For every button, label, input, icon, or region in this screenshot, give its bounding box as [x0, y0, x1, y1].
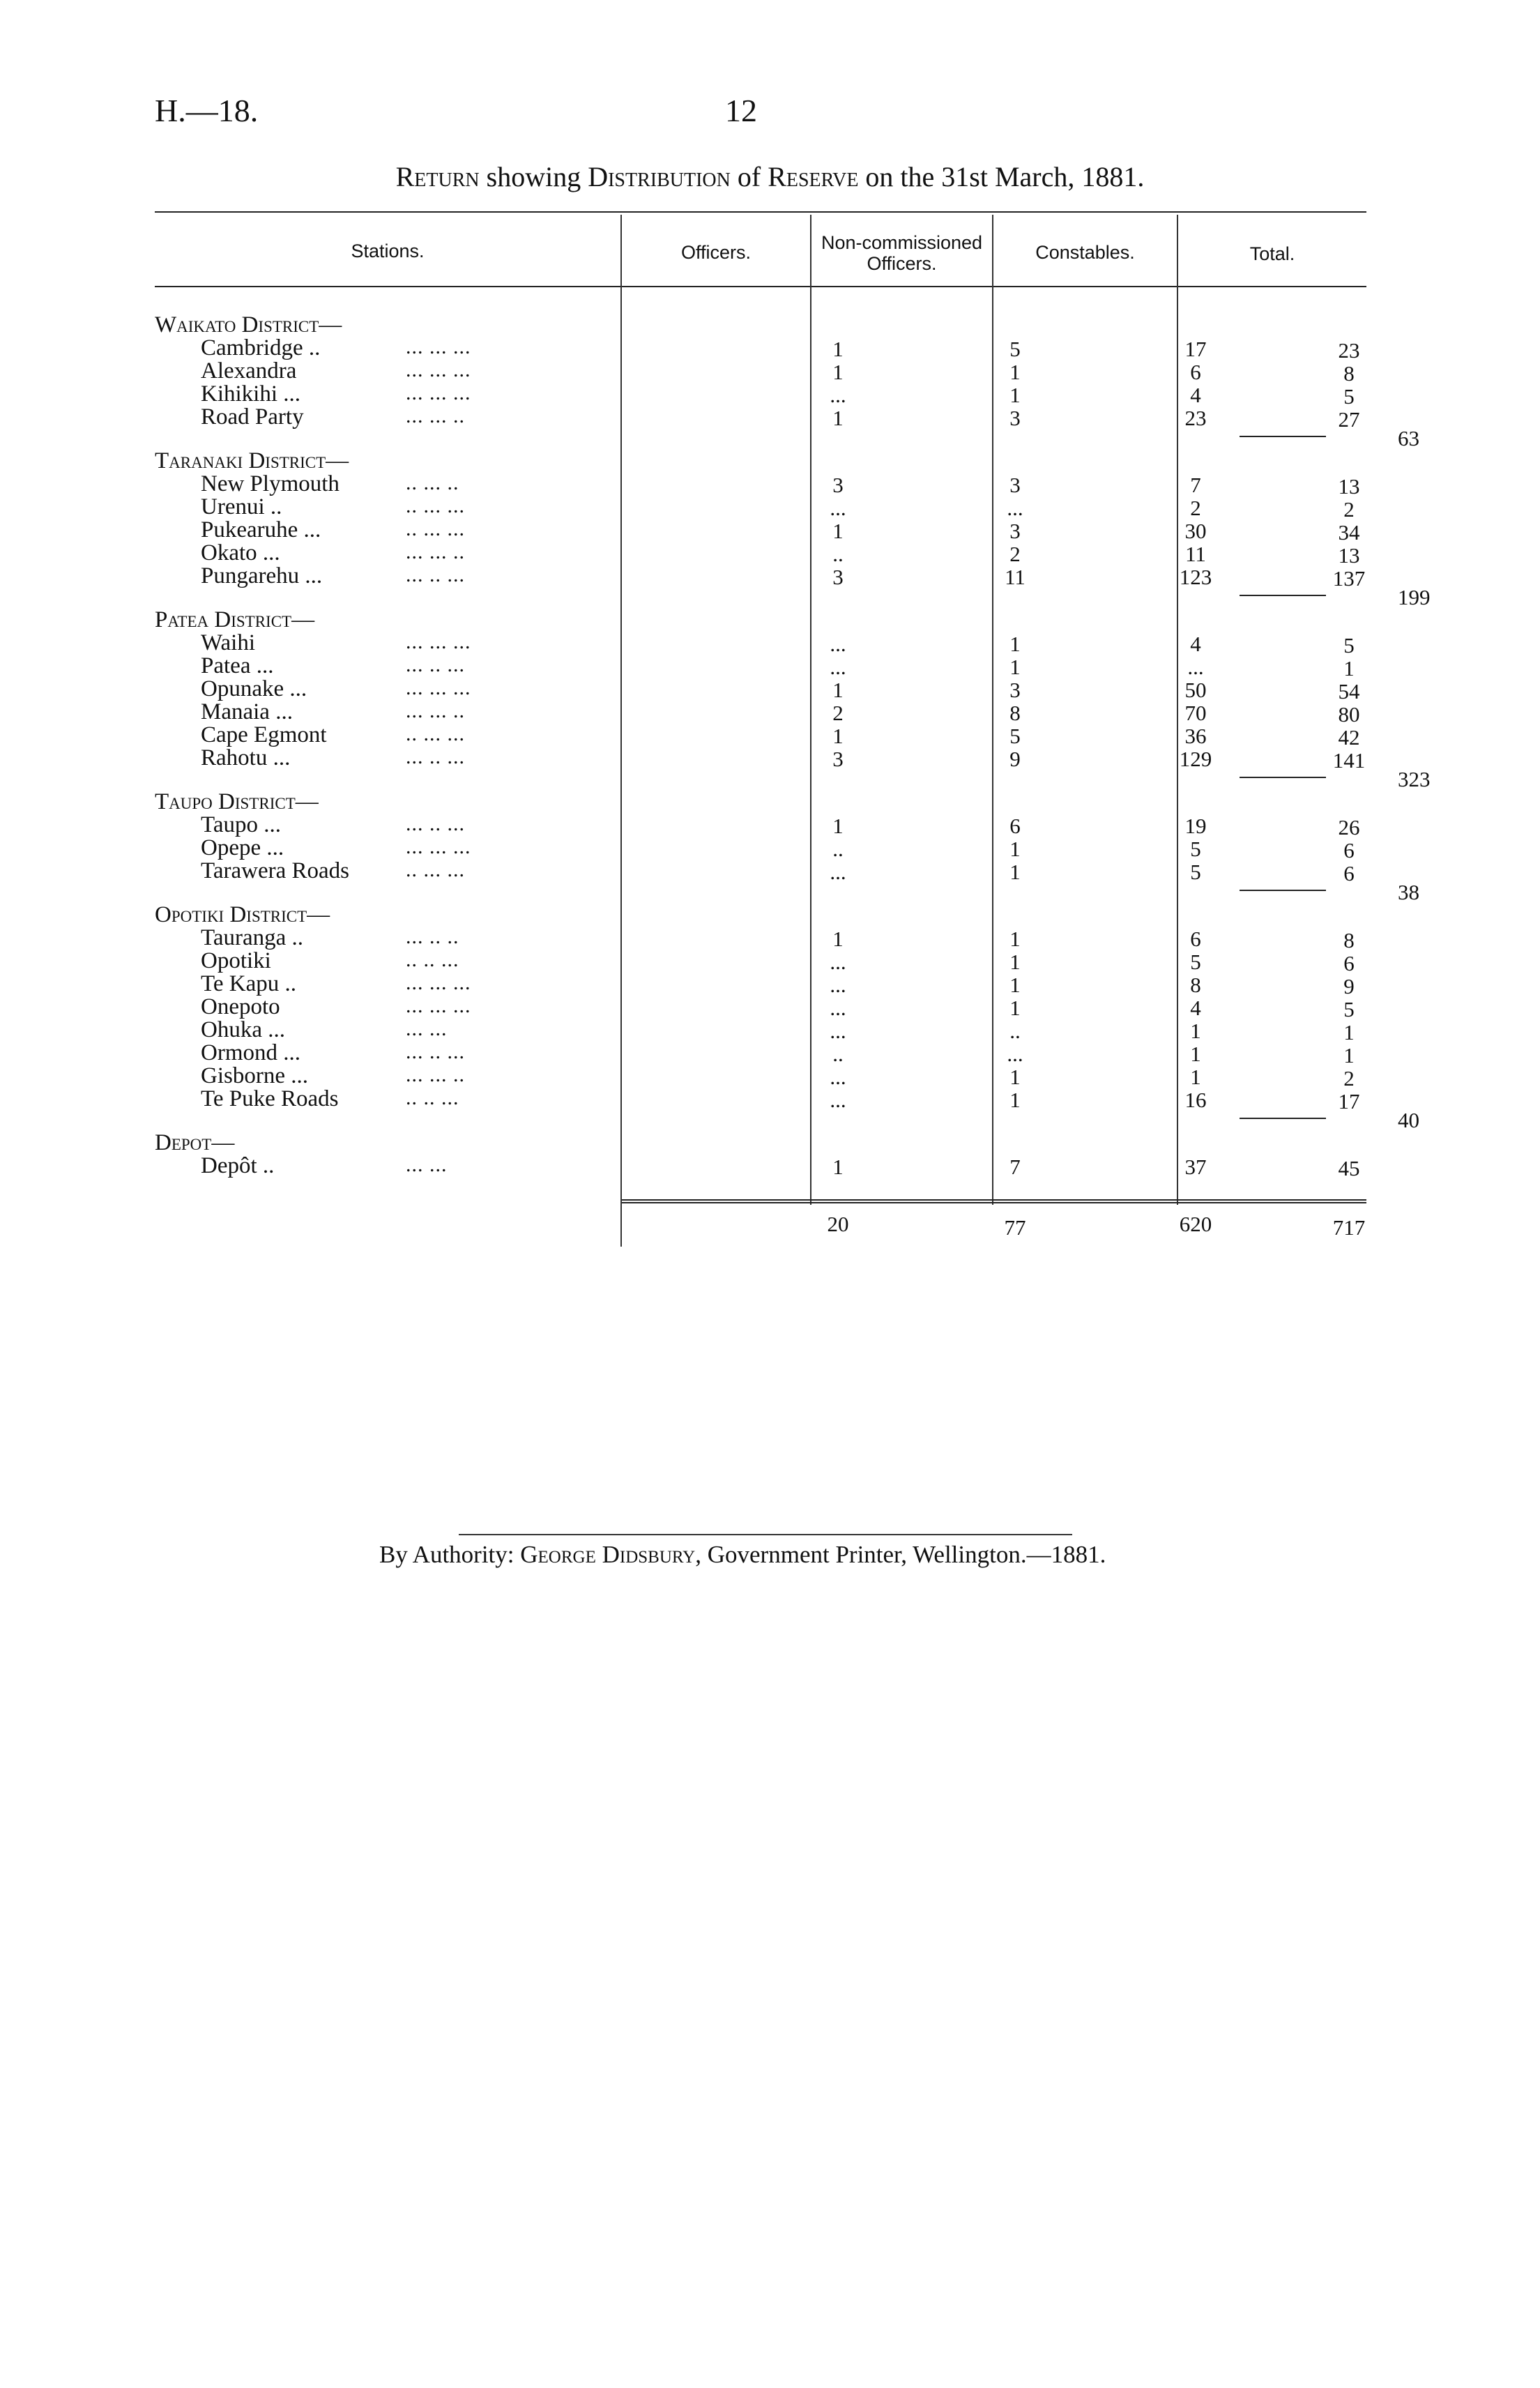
district-heading: Waikato District—	[155, 312, 342, 337]
total-value: 137	[1332, 566, 1366, 591]
total-officers: 20	[827, 1212, 849, 1236]
constables-value: 4	[1190, 383, 1201, 407]
station-name: Cambridge ..	[201, 335, 321, 360]
station-name: Rahotu ...	[201, 745, 291, 770]
total-value: 1	[1343, 1043, 1355, 1067]
header-total: Total.	[1249, 243, 1295, 264]
officers-value: 1	[832, 927, 844, 951]
title-word-distribution: Distribution	[588, 161, 731, 192]
nco-value: 3	[1009, 473, 1021, 497]
total-value: 141	[1332, 748, 1366, 773]
officers-value: 3	[832, 473, 844, 497]
leader-dots: ... .. ...	[406, 1040, 465, 1063]
station-name: Ormond ...	[201, 1040, 300, 1065]
column-divider-1	[620, 215, 622, 1247]
total-value: 8	[1343, 928, 1355, 952]
district-heading: Patea District—	[155, 607, 315, 632]
district-subtotal: 40	[1398, 1108, 1419, 1132]
total-value: 5	[1343, 633, 1355, 657]
nco-value: 6	[1009, 814, 1021, 838]
total-grand: 717	[1332, 1215, 1366, 1240]
total-value: 2	[1343, 497, 1355, 522]
district-subtotal: 199	[1398, 585, 1431, 609]
station-name: Gisborne ...	[201, 1063, 308, 1088]
station-name: Opotiki	[201, 948, 271, 973]
constables-value: 50	[1184, 678, 1207, 702]
nco-value: 3	[1009, 406, 1021, 430]
total-value: 45	[1338, 1156, 1360, 1180]
constables-value: 16	[1184, 1088, 1207, 1112]
constables-value: 8	[1190, 973, 1201, 997]
nco-value: 1	[1009, 950, 1021, 974]
leader-dots: ... ... ...	[406, 835, 471, 858]
constables-value: 129	[1179, 747, 1212, 771]
district-heading: Opotiki District—	[155, 902, 330, 927]
nco-value: 2	[1009, 542, 1021, 566]
total-value: 26	[1338, 815, 1360, 839]
nco-value: 3	[1009, 519, 1021, 543]
constables-value: 1	[1190, 1019, 1201, 1043]
subtotal-dash	[1240, 436, 1326, 437]
total-value: 6	[1343, 838, 1355, 862]
nco-value: 1	[1009, 973, 1021, 997]
header-bottom-rule	[155, 286, 1366, 287]
station-name: Opepe ...	[201, 835, 284, 860]
officers-value: ..	[832, 1042, 844, 1066]
nco-value: 1	[1009, 860, 1021, 884]
nco-value: 1	[1009, 837, 1021, 861]
leader-dots: ... ... ...	[406, 358, 471, 381]
constables-value: 11	[1185, 542, 1206, 566]
officers-value: 2	[832, 701, 844, 725]
table-top-rule	[155, 211, 1366, 213]
constables-value: 4	[1190, 996, 1201, 1020]
leader-dots: ... ... ..	[406, 1063, 465, 1086]
station-name: Pukearuhe ...	[201, 517, 321, 542]
officers-value: 3	[832, 565, 844, 589]
imprint-printer-name: George Didsbury	[520, 1541, 696, 1568]
nco-value: 5	[1009, 724, 1021, 748]
page-reference: H.—18.	[155, 93, 259, 128]
subtotal-dash	[1240, 890, 1326, 891]
station-name: Opunake ...	[201, 676, 307, 701]
constables-value: 1	[1190, 1065, 1201, 1089]
nco-value: 8	[1009, 701, 1021, 725]
officers-value: ...	[830, 655, 846, 679]
leader-dots: ... .. ...	[406, 745, 465, 768]
leader-dots: ... ... ..	[406, 699, 465, 722]
total-value: 42	[1338, 725, 1360, 750]
total-value: 2	[1343, 1066, 1355, 1090]
nco-value: 11	[1005, 565, 1026, 589]
imprint-suffix: , Government Printer, Wellington.—1881.	[695, 1541, 1106, 1568]
subtotal-dash	[1240, 777, 1326, 778]
officers-value: ..	[832, 837, 844, 861]
nco-value: 3	[1009, 678, 1021, 702]
station-name: Alexandra	[201, 358, 297, 383]
printer-imprint	[379, 1541, 1106, 1569]
station-name: Te Kapu ..	[201, 971, 296, 996]
total-nco: 77	[1004, 1215, 1026, 1240]
total-value: 6	[1343, 951, 1355, 975]
district-subtotal: 63	[1398, 426, 1419, 450]
nco-value: 7	[1009, 1155, 1021, 1179]
nco-value: ...	[1007, 1042, 1023, 1066]
officers-value: ...	[830, 632, 846, 656]
officers-value: ...	[830, 996, 846, 1020]
officers-value: ...	[830, 1065, 846, 1089]
total-value: 13	[1338, 474, 1360, 499]
officers-value: 1	[832, 1155, 844, 1179]
constables-value: 17	[1184, 337, 1207, 361]
nco-value: ...	[1007, 496, 1023, 520]
leader-dots: .. ... ...	[406, 494, 465, 517]
nco-value: 9	[1009, 747, 1021, 771]
header-nco: Non-commissioned Officers.	[821, 232, 983, 274]
document-title	[0, 160, 1540, 193]
station-name: Cape Egmont	[201, 722, 327, 747]
total-value: 5	[1343, 384, 1355, 409]
leader-dots: ... ... ...	[406, 994, 471, 1017]
officers-value: 1	[832, 724, 844, 748]
officers-value: ...	[830, 950, 846, 974]
station-name: Onepoto	[201, 994, 280, 1019]
leader-dots: .. ... ...	[406, 517, 465, 540]
nco-value: 1	[1009, 655, 1021, 679]
officers-value: 1	[832, 337, 844, 361]
total-value: 23	[1338, 338, 1360, 363]
officers-value: 1	[832, 360, 844, 384]
constables-value: 4	[1190, 632, 1201, 656]
total-value: 8	[1343, 361, 1355, 386]
officers-value: 3	[832, 747, 844, 771]
leader-dots: .. ... ..	[406, 471, 459, 494]
leader-dots: ... ... ...	[406, 381, 471, 404]
leader-dots: .. ... ...	[406, 858, 465, 881]
officers-value: 1	[832, 519, 844, 543]
header-stations: Stations.	[351, 241, 425, 261]
officers-value: ...	[830, 1088, 846, 1112]
total-value: 17	[1338, 1089, 1360, 1113]
station-name: Depôt ..	[201, 1153, 275, 1178]
total-constables: 620	[1179, 1212, 1212, 1236]
total-value: 27	[1338, 407, 1360, 432]
title-word-return: Return	[395, 161, 480, 192]
nco-value: 1	[1009, 1088, 1021, 1112]
constables-value: 7	[1190, 473, 1201, 497]
officers-value: 1	[832, 406, 844, 430]
station-name: Ohuka ...	[201, 1017, 285, 1042]
officers-value: ...	[830, 860, 846, 884]
district-heading: Taupo District—	[155, 789, 319, 814]
station-name: Tarawera Roads	[201, 858, 350, 883]
title-word-reserve: Reserve	[768, 161, 859, 192]
officers-value: ...	[830, 1019, 846, 1043]
district-subtotal: 38	[1398, 880, 1419, 904]
nco-value: 5	[1009, 337, 1021, 361]
totals-rule	[622, 1199, 1366, 1201]
officers-value: ...	[830, 383, 846, 407]
constables-value: 123	[1179, 565, 1212, 589]
nco-value: 1	[1009, 927, 1021, 951]
district-heading: Taranaki District—	[155, 448, 349, 473]
subtotal-dash	[1240, 1118, 1326, 1119]
leader-dots: ... ... ...	[406, 630, 471, 653]
constables-value: 5	[1190, 837, 1201, 861]
leader-dots: ... ... ...	[406, 676, 471, 699]
constables-value: 30	[1184, 519, 1207, 543]
nco-value: 1	[1009, 1065, 1021, 1089]
constables-value: ...	[1187, 655, 1204, 679]
constables-value: 5	[1190, 950, 1201, 974]
leader-dots: ... .. ...	[406, 812, 465, 835]
header-officers: Officers.	[680, 242, 752, 263]
nco-value: 1	[1009, 360, 1021, 384]
leader-dots: ... ...	[406, 1017, 448, 1040]
nco-value: ..	[1009, 1019, 1021, 1043]
station-name: Taupo ...	[201, 812, 282, 837]
constables-value: 70	[1184, 701, 1207, 725]
station-name: Okato ...	[201, 540, 280, 565]
district-subtotal: 323	[1398, 767, 1431, 791]
constables-value: 36	[1184, 724, 1207, 748]
nco-value: 1	[1009, 632, 1021, 656]
leader-dots: ... ... ...	[406, 335, 471, 358]
nco-value: 1	[1009, 996, 1021, 1020]
header-constables: Constables.	[1035, 242, 1135, 263]
station-name: Kihikihi ...	[201, 381, 301, 406]
total-value: 34	[1338, 520, 1360, 545]
leader-dots: ... .. ...	[406, 563, 465, 586]
officers-value: ...	[830, 496, 846, 520]
constables-value: 37	[1184, 1155, 1207, 1179]
title-word-date: on the 31st March, 1881.	[858, 161, 1145, 192]
constables-value: 1	[1190, 1042, 1201, 1066]
station-name: Urenui ..	[201, 494, 282, 519]
station-name: New Plymouth	[201, 471, 340, 496]
total-value: 1	[1343, 656, 1355, 680]
station-name: Te Puke Roads	[201, 1086, 339, 1111]
constables-value: 23	[1184, 406, 1207, 430]
leader-dots: ... ...	[406, 1153, 448, 1176]
total-value: 6	[1343, 861, 1355, 885]
officers-value: ...	[830, 973, 846, 997]
leader-dots: .. .. ...	[406, 1086, 459, 1109]
total-value: 5	[1343, 997, 1355, 1021]
imprint-prefix: By Authority:	[379, 1541, 521, 1568]
leader-dots: ... .. ..	[406, 925, 459, 948]
district-heading: Depot—	[155, 1130, 235, 1155]
total-value: 1	[1343, 1020, 1355, 1044]
station-name: Tauranga ..	[201, 925, 304, 950]
constables-value: 19	[1184, 814, 1207, 838]
constables-value: 2	[1190, 496, 1201, 520]
constables-value: 6	[1190, 927, 1201, 951]
page-number: 12	[725, 93, 757, 128]
constables-value: 5	[1190, 860, 1201, 884]
total-value: 54	[1338, 679, 1360, 704]
total-value: 80	[1338, 702, 1360, 727]
leader-dots: ... ... ...	[406, 971, 471, 994]
footer-rule	[459, 1534, 1072, 1535]
station-name: Patea ...	[201, 653, 274, 678]
officers-value: 1	[832, 814, 844, 838]
leader-dots: ... .. ...	[406, 653, 465, 676]
leader-dots: ... ... ..	[406, 404, 465, 427]
total-value: 9	[1343, 974, 1355, 998]
station-name: Pungarehu ...	[201, 563, 323, 588]
constables-value: 6	[1190, 360, 1201, 384]
leader-dots: .. .. ...	[406, 948, 459, 971]
station-name: Waihi	[201, 630, 255, 655]
title-word-showing: showing	[479, 161, 588, 192]
station-name: Road Party	[201, 404, 304, 429]
nco-value: 1	[1009, 383, 1021, 407]
leader-dots: .. ... ...	[406, 722, 465, 745]
totals-rule-double	[622, 1202, 1366, 1203]
officers-value: 1	[832, 678, 844, 702]
officers-value: ..	[832, 542, 844, 566]
subtotal-dash	[1240, 595, 1326, 596]
leader-dots: ... ... ..	[406, 540, 465, 563]
station-name: Manaia ...	[201, 699, 293, 724]
title-word-of: of	[730, 161, 768, 192]
total-value: 13	[1338, 543, 1360, 568]
